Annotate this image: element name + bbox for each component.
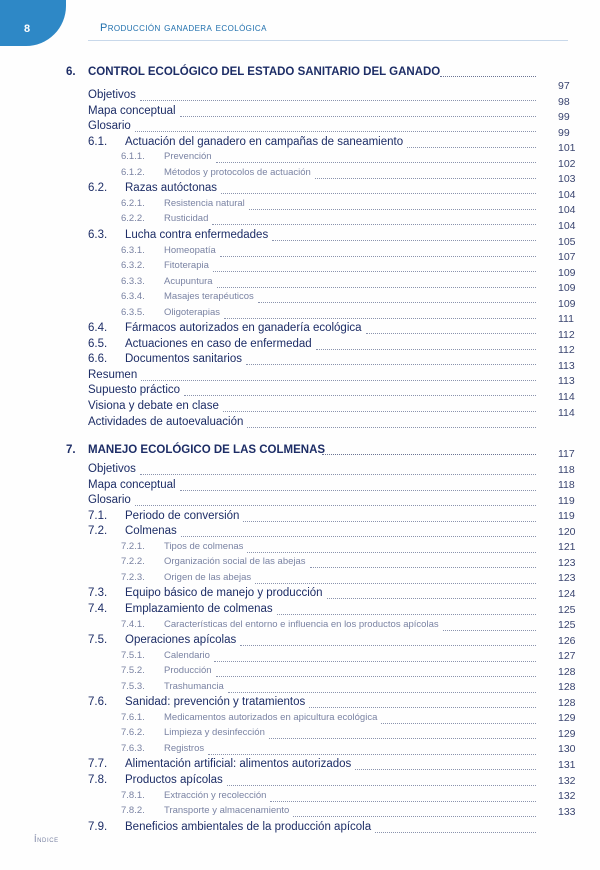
leader-dots	[443, 619, 536, 631]
page-number-cell: 123	[558, 572, 576, 585]
entry-number: 6.1.1.	[121, 151, 145, 163]
entry-label	[88, 229, 268, 241]
leader-dots	[277, 603, 536, 615]
entry-label	[121, 572, 251, 583]
page-number-cell: 119	[558, 510, 575, 523]
entry-number: 7.8.	[88, 774, 108, 786]
entry-number: 7.7.	[88, 758, 108, 771]
leader-dots	[221, 182, 536, 194]
entry-label	[121, 260, 209, 271]
toc-subsection	[0, 541, 600, 557]
leader-dots	[140, 463, 536, 475]
page-number-cell: 103	[558, 173, 576, 186]
entry-number: 6.3.3.	[121, 275, 145, 287]
entry-number: 6.3.	[88, 228, 108, 241]
leader-dots	[246, 353, 536, 365]
entry-title: Objetivos	[88, 89, 136, 101]
page-number-cell: 117	[558, 448, 575, 460]
leader-dots	[247, 541, 536, 553]
entry-number: 7.5.	[88, 634, 108, 647]
page-number-cell: 132	[558, 790, 576, 803]
toc-subsection	[0, 291, 600, 307]
toc-section	[0, 337, 600, 357]
entry-number: 6.6.	[88, 353, 108, 366]
entry-title: Objetivos	[88, 463, 136, 475]
entry-title: Actuaciones en caso de enfermedad	[125, 337, 312, 350]
entry-number: 7.2.3.	[121, 571, 145, 583]
entry-label	[121, 198, 245, 209]
entry-label	[88, 369, 137, 381]
page-number-cell: 109	[558, 282, 576, 295]
toc-subsection	[0, 166, 600, 186]
page-number-cell: 104	[558, 204, 576, 217]
entry-number: 7.4.	[88, 602, 108, 615]
entry-title: Fármacos autorizados en ganadería ecológica	[125, 322, 362, 335]
page-number-cell: 109	[558, 266, 576, 279]
entry-title: Actividades de autoevaluación	[88, 415, 244, 428]
leader-dots	[258, 291, 536, 303]
toc-entry	[0, 89, 600, 105]
page-number-cell: 101	[558, 142, 576, 155]
entry-number: 6.5.	[88, 337, 108, 350]
entry-label	[88, 400, 219, 412]
leader-dots	[181, 525, 536, 537]
leader-dots	[240, 634, 536, 646]
entry-label	[121, 805, 289, 816]
page-number-cell: 107	[558, 251, 576, 264]
entry-title: Oligoterapias	[164, 306, 220, 318]
leader-dots	[208, 743, 536, 755]
toc-section	[0, 353, 600, 369]
entry-title: Visiona y debate en clase	[88, 400, 219, 412]
toc-section	[0, 182, 600, 198]
page-number-cell: 125	[558, 603, 576, 616]
entry-number: 6.1.2.	[121, 166, 145, 178]
toc-entry	[0, 416, 600, 432]
toc-subsection	[0, 197, 600, 217]
page-number-cell: 123	[558, 556, 576, 569]
chapter-heading	[66, 444, 325, 456]
page-number-cell: 109	[558, 297, 576, 310]
leader-dots	[224, 307, 536, 319]
entry-title: Métodos y protocolos de actuación	[164, 166, 311, 178]
page-number-cell: 112	[558, 344, 575, 357]
entry-label	[88, 494, 131, 506]
page-number-cell: 127	[558, 650, 576, 663]
toc-section	[0, 322, 600, 338]
entry-number: 7.2.	[88, 525, 108, 538]
page-number-cell: 128	[558, 665, 576, 678]
entry-number: 7.9.	[88, 820, 108, 833]
entry-title: Resistencia natural	[164, 197, 245, 209]
entry-label	[88, 463, 136, 475]
toc-subsection	[0, 572, 600, 588]
header-rule	[88, 40, 568, 41]
entry-title: Resumen	[88, 368, 138, 381]
chapter-heading	[66, 66, 440, 78]
leader-dots	[366, 322, 536, 334]
leader-dots	[223, 400, 536, 412]
entry-number: 6.3.4.	[121, 291, 145, 303]
entry-label	[88, 510, 239, 522]
entry-title: Actuación del ganadero en campañas de saneamiento	[125, 135, 404, 148]
leader-dots	[184, 384, 536, 396]
entry-number: 7.2.2.	[121, 556, 145, 568]
page-number-cell: 104	[558, 219, 576, 232]
toc-entry	[0, 384, 600, 400]
entry-label	[88, 603, 273, 615]
toc-section	[0, 634, 600, 650]
toc-subsection	[0, 712, 600, 728]
entry-title: Mapa conceptual	[88, 478, 176, 491]
entry-number: 7.6.3.	[121, 742, 145, 754]
entry-number: 6.2.	[88, 182, 108, 195]
leader-dots	[309, 696, 536, 708]
entry-label	[121, 213, 208, 224]
toc-subsection	[0, 260, 600, 276]
entry-title: Documentos sanitarios	[125, 353, 242, 366]
entry-label	[88, 353, 242, 365]
page-number-cell: 113	[558, 359, 575, 372]
entry-title: Colmenas	[125, 525, 177, 538]
leader-dots	[315, 167, 536, 179]
toc-subsection	[0, 244, 600, 264]
entry-label	[121, 291, 254, 302]
entry-title: Lucha contra enfermedades	[125, 228, 269, 241]
toc-entry	[0, 400, 600, 416]
page-number-cell: 97	[558, 80, 570, 92]
toc-subsection	[0, 743, 600, 759]
toc-subsection	[0, 665, 600, 681]
page-number-cell: 111	[558, 313, 574, 326]
page-number-cell: 132	[558, 774, 576, 787]
toc-subsection	[0, 306, 600, 326]
toc-entry	[0, 463, 600, 479]
entry-title: Beneficios ambientales de la producción apícola	[125, 820, 372, 833]
leader-dots	[310, 556, 536, 568]
toc-subsection	[0, 275, 600, 295]
entry-label	[121, 712, 377, 723]
entry-label	[121, 727, 265, 738]
page-number-cell: 102	[558, 157, 576, 170]
page-number-cell: 121	[558, 541, 576, 554]
entry-label	[88, 774, 223, 786]
entry-title: Trashumancia	[164, 680, 224, 692]
entry-title: Glosario	[88, 120, 131, 133]
entry-label	[88, 338, 312, 350]
toc-entry	[0, 120, 600, 136]
page-number-tab	[0, 0, 66, 46]
leader-dots	[212, 213, 536, 225]
toc-section	[0, 821, 600, 837]
entry-label	[121, 151, 212, 162]
entry-title: Operaciones apícolas	[125, 634, 237, 647]
leader-dots	[249, 198, 536, 210]
toc-entry	[0, 104, 600, 124]
entry-number: 7.5.1.	[121, 649, 145, 661]
toc-subsection	[0, 727, 600, 743]
entry-label	[88, 182, 217, 194]
entry-number: 7.5.2.	[121, 665, 145, 677]
entry-number: 6.1.	[88, 135, 108, 148]
page-number-cell: 113	[558, 375, 575, 388]
entry-number: 6.3.1.	[121, 244, 145, 256]
page-number-cell: 99	[558, 111, 570, 124]
entry-title: Productos apícolas	[125, 774, 223, 786]
entry-title: Fitoterapia	[164, 260, 209, 272]
entry-title: Tipos de colmenas	[164, 540, 244, 552]
entry-label	[121, 790, 266, 801]
page-number-cell: 120	[558, 525, 576, 538]
leader-dots	[141, 369, 536, 381]
entry-title: Rusticidad	[164, 213, 209, 225]
toc-section	[0, 774, 600, 790]
entry-label	[121, 245, 216, 256]
entry-title: Periodo de conversión	[125, 509, 240, 522]
toc-section	[0, 135, 600, 155]
page-number-cell: 99	[558, 126, 570, 139]
leader-dots	[375, 821, 536, 833]
toc-entry	[0, 368, 600, 388]
entry-label	[88, 821, 371, 833]
entry-title: Emplazamiento de colmenas	[125, 602, 273, 615]
entry-label	[121, 650, 210, 661]
toc-subsection	[0, 619, 600, 635]
entry-title: Equipo básico de manejo y producción	[125, 587, 323, 600]
entry-label	[88, 416, 243, 428]
chapter-number: 6.	[66, 66, 76, 78]
entry-label	[121, 307, 220, 318]
entry-number: 6.2.1.	[121, 197, 145, 209]
entry-number: 7.2.1.	[121, 540, 145, 552]
toc-section	[0, 696, 600, 712]
toc-subsection	[0, 805, 600, 821]
leader-dots	[220, 245, 536, 257]
page-number-cell: 119	[558, 494, 575, 507]
leader-dots	[381, 712, 536, 724]
entry-number: 7.3.	[88, 587, 108, 600]
entry-title: Medicamentos autorizados en apicultura ecológica	[164, 711, 378, 723]
entry-title: Sanidad: prevención y tratamientos	[125, 696, 306, 709]
toc-section	[0, 603, 600, 619]
entry-title: Glosario	[88, 494, 131, 507]
page-number: 8	[24, 23, 31, 35]
leader-dots	[293, 805, 536, 817]
entry-title: Razas autóctonas	[125, 182, 218, 195]
entry-label	[88, 479, 176, 491]
page-number-cell: 129	[558, 727, 576, 740]
page-number-cell: 126	[558, 634, 576, 647]
chapter-leader-dots	[322, 453, 536, 455]
entry-label	[88, 587, 323, 599]
entry-number: 7.4.1.	[121, 618, 145, 630]
leader-dots	[270, 790, 536, 802]
chapter-title: MANEJO ECOLÓGICO DE LAS COLMENAS	[88, 444, 326, 456]
entry-number: 6.3.5.	[121, 306, 145, 318]
entry-number: 7.8.1.	[121, 789, 145, 801]
entry-label	[88, 322, 362, 334]
leader-dots	[135, 120, 536, 132]
entry-title: Limpieza y desinfección	[164, 727, 265, 739]
page-number-cell: 133	[558, 805, 576, 818]
page-number-cell: 131	[558, 759, 576, 771]
entry-label	[88, 120, 131, 132]
entry-number: 7.8.2.	[121, 805, 145, 817]
leader-dots	[255, 572, 536, 584]
leader-dots	[180, 479, 536, 491]
entry-title: Calendario	[164, 649, 210, 661]
toc-subsection	[0, 556, 600, 572]
page-number-cell: 118	[558, 463, 575, 476]
toc-entry	[0, 494, 600, 510]
toc-subsection	[0, 681, 600, 697]
page-number-cell: 105	[558, 235, 576, 248]
page-number-cell: 112	[558, 328, 575, 341]
page-number-cell: 98	[558, 95, 570, 108]
leader-dots	[355, 758, 536, 770]
entry-label	[88, 525, 177, 537]
leader-dots	[180, 105, 536, 117]
entry-title: Producción	[164, 665, 212, 677]
leader-dots	[327, 587, 536, 599]
entry-title: Alimentación artificial: alimentos autorizados	[125, 758, 352, 771]
leader-dots	[407, 136, 536, 148]
entry-title: Supuesto práctico	[88, 384, 181, 397]
entry-label	[88, 696, 305, 708]
leader-dots	[217, 276, 536, 288]
chapter-title: CONTROL ECOLÓGICO DEL ESTADO SANITARIO DEL GANADO	[88, 66, 441, 78]
leader-dots	[247, 416, 536, 428]
page-number-cell: 129	[558, 712, 576, 725]
entry-title: Prevención	[164, 151, 212, 163]
entry-label	[121, 167, 311, 178]
leader-dots	[272, 229, 536, 241]
entry-title: Mapa conceptual	[88, 104, 176, 117]
entry-label	[88, 89, 136, 101]
entry-label	[121, 619, 439, 630]
page-number-cell: 118	[558, 479, 575, 492]
page-number-cell: 114	[558, 406, 575, 419]
page-number-cell: 130	[558, 743, 576, 756]
entry-number: 7.1.	[88, 509, 108, 522]
running-header-title: Producción ganadera ecológica	[100, 22, 267, 34]
entry-label	[121, 681, 224, 692]
leader-dots	[316, 338, 536, 350]
page-number-cell: 104	[558, 188, 576, 201]
entry-number: 7.6.1.	[121, 711, 145, 723]
leader-dots	[216, 151, 536, 163]
entry-label	[88, 136, 403, 148]
toc-subsection	[0, 790, 600, 806]
entry-title: Acupuntura	[164, 275, 213, 287]
chapter-leader-dots	[440, 75, 536, 77]
entry-title: Organización social de las abejas	[164, 556, 306, 568]
entry-number: 6.3.2.	[121, 260, 145, 272]
footer-index-label: Índice	[34, 834, 59, 844]
toc-subsection	[0, 650, 600, 666]
entry-label	[121, 743, 204, 754]
entry-number: 7.5.3.	[121, 680, 145, 692]
entry-label	[88, 634, 236, 646]
entry-title: Características del entorno e influencia en los productos apícolas	[164, 618, 439, 630]
entry-label	[88, 758, 351, 770]
entry-number: 6.2.2.	[121, 213, 145, 225]
chapter-number: 7.	[66, 444, 76, 456]
leader-dots	[227, 774, 536, 786]
toc-section	[0, 229, 600, 245]
leader-dots	[216, 665, 536, 677]
leader-dots	[228, 681, 536, 693]
entry-number: 6.4.	[88, 322, 108, 335]
toc-section	[0, 525, 600, 541]
toc-entry	[0, 479, 600, 495]
page-number-cell: 128	[558, 681, 576, 694]
leader-dots	[213, 260, 536, 272]
page-number-cell: 114	[558, 391, 575, 403]
entry-label	[88, 105, 176, 117]
leader-dots	[214, 650, 536, 662]
entry-number: 7.6.2.	[121, 727, 145, 739]
leader-dots	[243, 510, 536, 522]
toc-subsection	[0, 151, 600, 167]
entry-title: Extracción y recolección	[164, 789, 267, 801]
entry-title: Homeopatía	[164, 244, 216, 256]
page-number-cell: 124	[558, 587, 576, 600]
entry-label	[121, 541, 243, 552]
entry-label	[88, 384, 180, 396]
leader-dots	[135, 494, 536, 506]
page-number-cell: 125	[558, 619, 576, 632]
entry-label	[121, 556, 306, 567]
entry-label	[121, 665, 212, 676]
toc-section	[0, 510, 600, 526]
entry-label	[121, 276, 213, 287]
entry-title: Masajes terapéuticos	[164, 291, 254, 303]
entry-number: 7.6.	[88, 696, 108, 709]
entry-title: Registros	[164, 742, 205, 754]
toc-subsection	[0, 213, 600, 229]
leader-dots	[140, 89, 536, 101]
entry-title: Transporte y almacenamiento	[164, 805, 290, 817]
entry-title: Origen de las abejas	[164, 571, 252, 583]
toc-section	[0, 587, 600, 603]
page-number-cell: 128	[558, 696, 576, 709]
toc-section	[0, 758, 600, 774]
leader-dots	[269, 727, 536, 739]
